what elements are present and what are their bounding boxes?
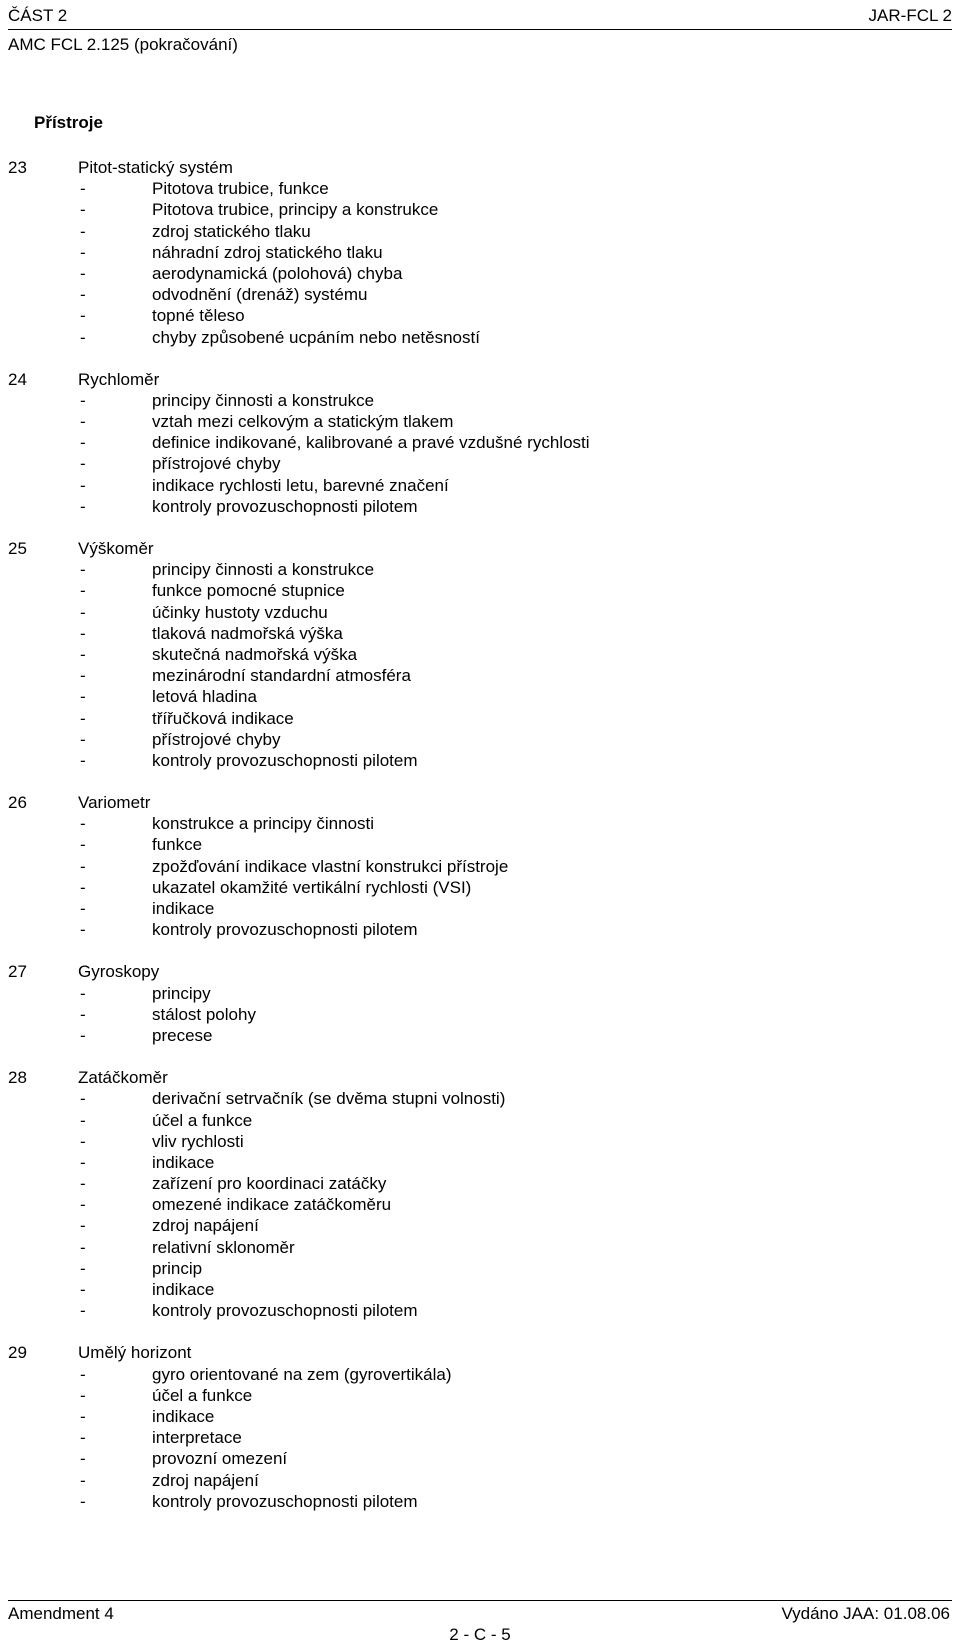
list-item-text: kontroly provozuschopnosti pilotem	[152, 496, 418, 516]
list-bullet-dash: -	[80, 454, 86, 474]
list-item	[8, 983, 948, 1004]
list-item	[8, 559, 948, 580]
list-item	[8, 284, 948, 305]
list-item-text: precese	[152, 1025, 213, 1045]
topic-block	[8, 792, 948, 940]
list-item-text: principy činnosti a konstrukce	[152, 560, 375, 580]
list-item	[8, 263, 948, 284]
topic-title: Zatáčkoměr	[78, 1068, 168, 1088]
list-bullet-dash: -	[80, 602, 86, 622]
list-item-text: indikace	[152, 1152, 215, 1172]
list-item	[8, 390, 948, 411]
list-item-text: účinky hustoty vzduchu	[152, 602, 328, 622]
list-bullet-dash: -	[80, 877, 86, 897]
list-bullet-dash: -	[80, 1110, 86, 1130]
list-item	[8, 411, 948, 432]
list-bullet-dash: -	[80, 412, 86, 432]
list-bullet-dash: -	[80, 1280, 86, 1299]
list-bullet-dash: -	[80, 306, 86, 326]
list-item-text: principy	[152, 983, 211, 1003]
list-item	[8, 686, 948, 707]
list-item	[8, 602, 948, 623]
list-bullet-dash: -	[80, 327, 86, 347]
list-item-text: Pitotova trubice, funkce	[152, 179, 329, 199]
list-item-text: interpretace	[152, 1428, 242, 1448]
list-bullet-dash: -	[80, 390, 86, 410]
header-subtitle: AMC FCL 2.125 (pokračování)	[8, 35, 238, 54]
list-item	[8, 856, 948, 877]
list-item-text: zařízení pro koordinaci zatáčky	[152, 1174, 387, 1194]
topic-number: 23	[8, 158, 27, 177]
list-bullet-dash: -	[80, 920, 86, 940]
list-item-text: kontroly provozuschopnosti pilotem	[152, 1491, 418, 1511]
topic-block	[8, 538, 948, 771]
list-bullet-dash: -	[80, 496, 86, 516]
list-item-text: funkce	[152, 835, 203, 855]
list-item	[8, 1025, 948, 1046]
list-item-text: letová hladina	[152, 687, 257, 707]
list-item	[8, 1491, 948, 1512]
list-item	[8, 623, 948, 644]
list-item-text: indikace	[152, 1280, 215, 1299]
topic-number: 24	[8, 369, 27, 389]
list-item	[8, 1152, 948, 1173]
list-item	[8, 221, 948, 242]
list-bullet-dash: -	[80, 899, 86, 918]
list-bullet-dash: -	[80, 1174, 86, 1194]
list-item	[8, 834, 948, 855]
topic-number: 29	[8, 1343, 27, 1363]
header-part: ČÁST 2	[8, 6, 68, 25]
list-item	[8, 1258, 948, 1279]
list-item-text: účel a funkce	[152, 1385, 253, 1405]
list-bullet-dash: -	[80, 263, 86, 283]
topic-heading	[8, 1067, 948, 1088]
topic-title: Výškoměr	[78, 539, 154, 558]
list-bullet-dash: -	[80, 729, 86, 749]
list-item	[8, 1448, 948, 1469]
topic-list	[8, 157, 948, 1533]
list-item-text: aerodynamická (polohová) chyba	[152, 263, 403, 283]
list-item	[8, 1279, 948, 1300]
topic-title: Pitot-statický systém	[78, 158, 233, 177]
footer-issue-date: Vydáno JAA: 01.08.06	[781, 1604, 950, 1623]
topic-heading	[8, 961, 948, 982]
list-item	[8, 877, 948, 898]
list-item	[8, 327, 948, 348]
list-item-text: definice indikované, kalibrované a pravé vzdušné rychlosti	[152, 433, 590, 453]
list-item-text: odvodnění (drenáž) systému	[152, 285, 368, 305]
list-item	[8, 644, 948, 665]
list-item-text: indikace rychlosti letu, barevné značení	[152, 475, 449, 495]
topic-block	[8, 369, 948, 517]
list-bullet-dash: -	[80, 1216, 86, 1236]
list-item	[8, 1237, 948, 1258]
list-item-text: konstrukce a principy činnosti	[152, 814, 375, 834]
list-item	[8, 580, 948, 601]
list-item-text: stálost polohy	[152, 1004, 256, 1024]
list-bullet-dash: -	[80, 1301, 86, 1321]
list-bullet-dash: -	[80, 560, 86, 580]
topic-title: Gyroskopy	[78, 962, 160, 982]
page-header	[8, 3, 952, 30]
list-item-text: účel a funkce	[152, 1110, 253, 1130]
topic-block	[8, 961, 948, 1046]
list-bullet-dash: -	[80, 221, 86, 241]
list-item	[8, 432, 948, 453]
list-item-text: relativní sklonoměr	[152, 1237, 295, 1257]
list-item	[8, 1385, 948, 1406]
list-bullet-dash: -	[80, 1406, 86, 1426]
list-item-text: funkce pomocné stupnice	[152, 581, 345, 601]
list-bullet-dash: -	[80, 581, 86, 601]
list-item	[8, 475, 948, 496]
list-item-text: kontroly provozuschopnosti pilotem	[152, 750, 418, 770]
list-bullet-dash: -	[80, 983, 86, 1003]
list-bullet-dash: -	[80, 750, 86, 770]
topic-title: Rychloměr	[78, 369, 160, 389]
list-item	[8, 199, 948, 220]
topic-number: 28	[8, 1068, 27, 1088]
list-bullet-dash: -	[80, 1385, 86, 1405]
list-item-text: zdroj napájení	[152, 1470, 259, 1490]
list-item	[8, 1088, 948, 1109]
list-item	[8, 1470, 948, 1491]
list-bullet-dash: -	[80, 835, 86, 855]
topic-block	[8, 157, 948, 348]
list-item-text: kontroly provozuschopnosti pilotem	[152, 920, 418, 940]
list-item	[8, 1004, 948, 1025]
list-bullet-dash: -	[80, 475, 86, 495]
list-item-text: derivační setrvačník (se dvěma stupni volnosti)	[152, 1089, 506, 1109]
topic-heading	[8, 369, 948, 390]
list-item	[8, 453, 948, 474]
list-item-text: tlaková nadmořská výška	[152, 623, 343, 643]
topic-number: 26	[8, 793, 27, 813]
section-title: Přístroje	[34, 113, 103, 132]
topic-title: Umělý horizont	[78, 1343, 192, 1363]
topic-number: 25	[8, 539, 27, 558]
list-item-text: kontroly provozuschopnosti pilotem	[152, 1301, 418, 1321]
list-item-text: gyro orientované na zem (gyrovertikála)	[152, 1364, 452, 1384]
list-item	[8, 729, 948, 750]
list-bullet-dash: -	[80, 708, 86, 728]
list-item	[8, 750, 948, 771]
list-item-text: zpožďování indikace vlastní konstrukci přístroje	[152, 856, 509, 876]
list-bullet-dash: -	[80, 242, 86, 262]
list-item	[8, 1131, 948, 1152]
list-bullet-dash: -	[80, 814, 86, 834]
footer-divider	[8, 1600, 952, 1601]
list-item	[8, 813, 948, 834]
list-item-text: topné těleso	[152, 306, 245, 326]
list-item-text: skutečná nadmořská výška	[152, 644, 358, 664]
topic-heading	[8, 792, 948, 813]
list-item-text: ukazatel okamžité vertikální rychlosti (VSI)	[152, 877, 472, 897]
list-bullet-dash: -	[80, 1364, 86, 1384]
page-number: 2 - C - 5	[449, 1625, 511, 1644]
list-bullet-dash: -	[80, 687, 86, 707]
list-bullet-dash: -	[80, 1428, 86, 1448]
list-bullet-dash: -	[80, 1025, 86, 1045]
topic-heading	[8, 157, 948, 178]
list-bullet-dash: -	[80, 666, 86, 686]
list-bullet-dash: -	[80, 285, 86, 305]
list-item	[8, 1300, 948, 1321]
list-item-text: indikace	[152, 899, 215, 918]
list-item	[8, 665, 948, 686]
list-item	[8, 1364, 948, 1385]
list-bullet-dash: -	[80, 1089, 86, 1109]
list-item	[8, 1406, 948, 1427]
list-item-text: mezinárodní standardní atmosféra	[152, 666, 411, 686]
list-bullet-dash: -	[80, 644, 86, 664]
list-item-text: vliv rychlosti	[152, 1131, 244, 1151]
list-bullet-dash: -	[80, 1449, 86, 1469]
list-item-text: chyby způsobené ucpáním nebo netěsností	[152, 327, 480, 347]
list-item-text: zdroj statického tlaku	[152, 221, 311, 241]
topic-number: 27	[8, 962, 27, 982]
list-item-text: principy činnosti a konstrukce	[152, 390, 375, 410]
list-item-text: indikace	[152, 1406, 215, 1426]
list-item	[8, 1427, 948, 1448]
list-item-text: omezené indikace zatáčkoměru	[152, 1195, 392, 1215]
list-bullet-dash: -	[80, 1195, 86, 1215]
list-item-text: vztah mezi celkovým a statickým tlakem	[152, 412, 454, 432]
list-item	[8, 1215, 948, 1236]
list-bullet-dash: -	[80, 1152, 86, 1172]
list-item-text: třířučková indikace	[152, 708, 294, 728]
topic-title: Variometr	[78, 793, 151, 813]
list-item-text: přístrojové chyby	[152, 454, 281, 474]
list-bullet-dash: -	[80, 1004, 86, 1024]
list-bullet-dash: -	[80, 1491, 86, 1511]
list-item	[8, 919, 948, 940]
list-item	[8, 898, 948, 919]
topic-block	[8, 1067, 948, 1321]
list-bullet-dash: -	[80, 433, 86, 453]
list-item	[8, 708, 948, 729]
list-item-text: provozní omezení	[152, 1449, 288, 1469]
list-item	[8, 496, 948, 517]
footer-amendment: Amendment 4	[8, 1604, 114, 1623]
list-item-text: zdroj napájení	[152, 1216, 259, 1236]
list-item	[8, 1110, 948, 1131]
list-bullet-dash: -	[80, 179, 86, 199]
list-item-text: princip	[152, 1258, 203, 1278]
list-bullet-dash: -	[80, 200, 86, 220]
list-bullet-dash: -	[80, 1131, 86, 1151]
list-bullet-dash: -	[80, 1237, 86, 1257]
list-bullet-dash: -	[80, 1258, 86, 1278]
header-regulation: JAR-FCL 2	[868, 6, 952, 25]
list-item-text: Pitotova trubice, principy a konstrukce	[152, 200, 439, 220]
list-item-text: náhradní zdroj statického tlaku	[152, 242, 383, 262]
list-bullet-dash: -	[80, 856, 86, 876]
list-item	[8, 178, 948, 199]
list-item	[8, 1173, 948, 1194]
topic-heading	[8, 538, 948, 559]
list-item	[8, 305, 948, 326]
list-item	[8, 1194, 948, 1215]
list-item	[8, 242, 948, 263]
list-item-text: přístrojové chyby	[152, 729, 281, 749]
list-bullet-dash: -	[80, 623, 86, 643]
topic-heading	[8, 1342, 948, 1363]
list-bullet-dash: -	[80, 1470, 86, 1490]
topic-block	[8, 1342, 948, 1512]
